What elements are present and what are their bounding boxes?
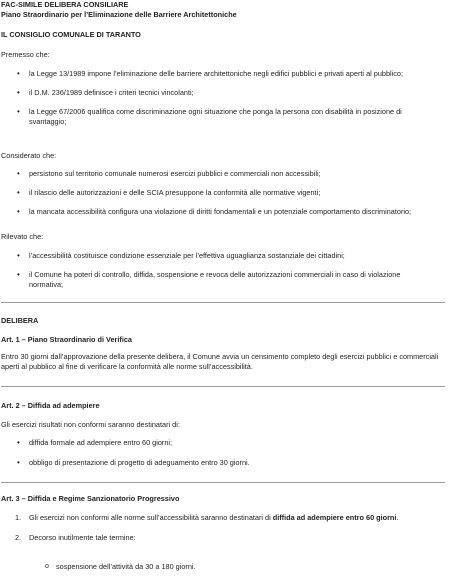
bullet-icon: •: [17, 107, 20, 116]
list-item-text: la mancata accessibilità configura una violazione di diritti fondamentali e un potenziale comportamento discriminatorio;: [29, 207, 412, 216]
header-line-2: Piano Straordinario per l’Eliminazione delle Barriere Architettoniche: [1, 10, 237, 19]
premesso-list: [1, 69, 441, 127]
bullet-icon: •: [17, 251, 20, 260]
list-item-text: il rilascio delle autorizzazioni e delle SCIA presuppone la conformità alle normative vigenti;: [29, 188, 321, 197]
document-header: [1, 0, 446, 20]
list-item: [1, 458, 433, 468]
list-item: [1, 88, 433, 98]
art3-list: [1, 513, 441, 552]
list-item: [1, 169, 433, 179]
bullet-icon: •: [17, 270, 20, 279]
list-item: [1, 69, 433, 79]
art2-title: Art. 2 – Diffida ad adempiere: [1, 401, 100, 410]
section-divider: [1, 302, 445, 303]
list-item-text: l’accessibilità costituisce condizione essenziale per l’effettiva uguaglianza sostanziale dei cittadini;: [29, 251, 345, 260]
list-item-end: .: [396, 513, 399, 522]
bullet-icon: •: [17, 188, 20, 197]
list-item-text: la Legge 67/2006 qualifica come discriminazione ogni situazione che ponga la persona con disabilità in posizione di svantaggio;: [29, 107, 402, 126]
premesso-label: Premesso che:: [1, 50, 50, 59]
header-line-1: FAC-SIMILE DELIBERA CONSILIARE: [1, 0, 129, 9]
list-item-text: persistono sul territorio comunale numerosi esercizi pubblici e commerciali non accessibili;: [29, 169, 321, 178]
art2-list: [1, 438, 441, 468]
list-item-text: Decorso inutilmente tale termine:: [29, 533, 136, 542]
sub-list-item-text: sospensione dell’attività da 30 a 180 giorni.: [56, 562, 196, 571]
list-item: [1, 107, 433, 127]
art2-intro: Gli esercizi risultati non conformi saranno destinatari di:: [1, 420, 180, 429]
list-item: [1, 533, 433, 543]
list-item-text: diffida formale ad adempiere entro 60 giorni;: [29, 438, 173, 447]
list-item-text: il Comune ha poteri di controllo, diffida, sospensione e revoca delle autorizzazioni commerciali in caso di violazione normativa;: [29, 270, 401, 289]
bullet-icon: •: [17, 69, 20, 78]
art3-title: Art. 3 – Diffida e Regime Sanzionatorio Progressivo: [1, 494, 180, 503]
considerato-list: [1, 169, 441, 217]
list-item: [1, 188, 433, 198]
list-item: [1, 513, 433, 523]
list-number: 1.: [15, 513, 22, 522]
circle-bullet-icon: o: [45, 563, 49, 570]
council-heading: IL CONSIGLIO COMUNALE DI TARANTO: [1, 30, 141, 39]
delibera-heading: DELIBERA: [1, 316, 39, 325]
list-item-text: il D.M. 236/1989 definisce i criteri tecnici vincolanti;: [29, 88, 194, 97]
list-item: [1, 438, 433, 448]
list-item-text: la Legge 13/1989 impone l’eliminazione delle barriere architettoniche negli edifici pubblici e privati aperti al pubblico;: [29, 69, 403, 78]
list-item-text: obbligo di presentazione di progetto di adeguamento entro 30 giorni.: [29, 458, 250, 467]
bullet-icon: •: [17, 207, 20, 216]
list-number: 2.: [15, 533, 22, 542]
rilevato-list: [1, 251, 441, 290]
bullet-icon: •: [17, 458, 20, 467]
rilevato-label: Rilevato che:: [1, 232, 44, 241]
bullet-icon: •: [17, 88, 20, 97]
art1-title: Art. 1 – Piano Straordinario di Verifica: [1, 335, 132, 344]
bullet-icon: •: [17, 438, 20, 447]
list-item-text: Gli esercizi non conformi alle norme sull’accessibilità saranno destinatari di: [29, 513, 271, 522]
sub-list-item: [1, 562, 450, 572]
list-item: [1, 251, 433, 261]
list-item: [1, 270, 433, 290]
section-divider: [1, 386, 445, 387]
list-item: [1, 207, 433, 217]
bullet-icon: •: [17, 169, 20, 178]
art1-text: Entro 30 giorni dall’approvazione della presente delibera, il Comune avvia un censimento completo degli esercizi pubblici e commerciali aperti al pubblico al fine di verificare la conformità alle norme sull’accessibilità.: [1, 352, 439, 371]
section-divider: [1, 482, 445, 483]
list-item-emphasis: diffida ad adempiere entro 60 giorni: [272, 513, 397, 522]
considerato-label: Considerato che:: [1, 151, 57, 160]
